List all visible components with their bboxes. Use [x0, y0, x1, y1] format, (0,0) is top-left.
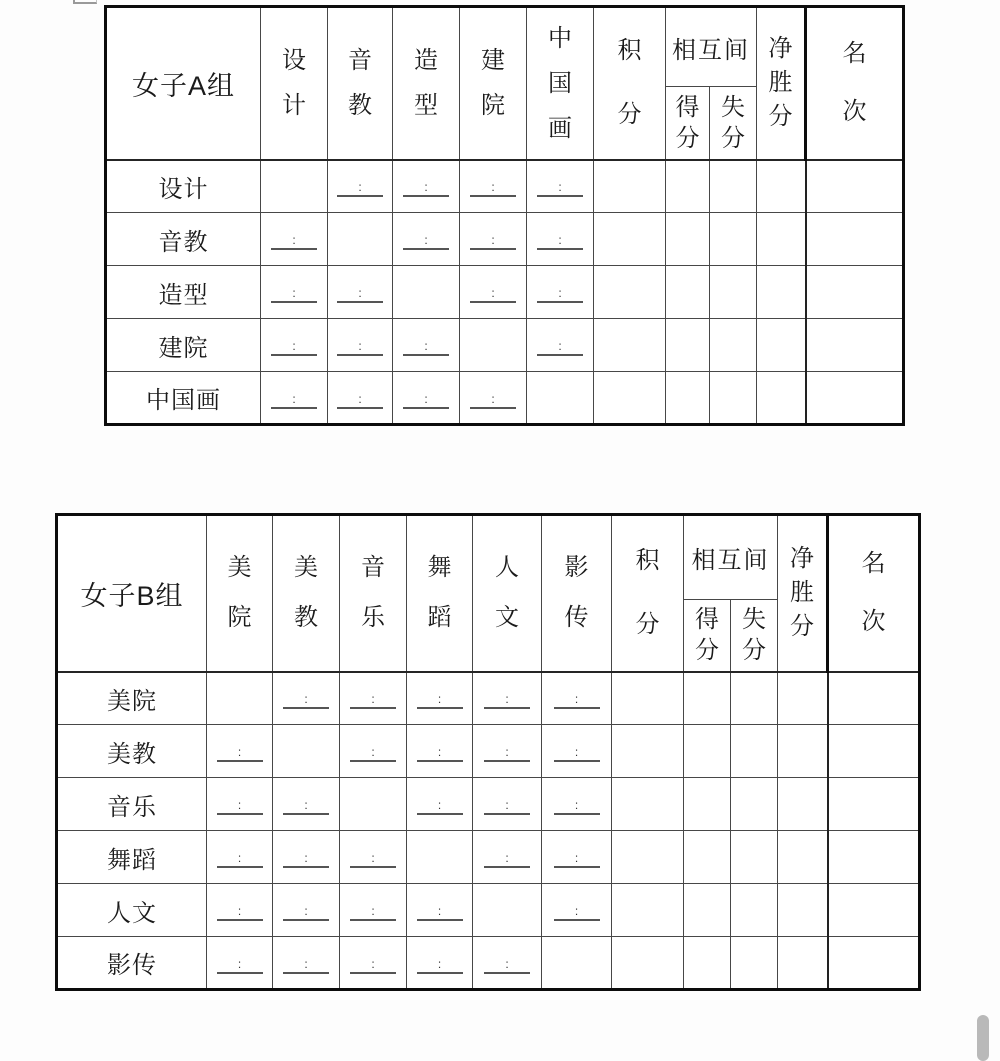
won-cell	[666, 319, 710, 372]
points-cell	[612, 778, 684, 831]
won-cell	[684, 672, 731, 725]
score-entry-mark: :	[537, 180, 583, 197]
won-cell	[666, 372, 710, 425]
net-cell	[757, 372, 806, 425]
diagonal-blank-cell	[407, 831, 473, 884]
team-row-0	[57, 672, 920, 725]
team-row-2	[57, 778, 920, 831]
row-label-team-1: 音教	[106, 213, 261, 266]
vertical-text: 中 国 画	[548, 24, 572, 142]
rank-cell	[806, 160, 904, 213]
score-entry-mark: :	[350, 692, 396, 709]
vertical-text: 舞 蹈	[427, 554, 452, 632]
score-entry-cell	[393, 213, 460, 266]
score-entry-cell	[527, 213, 594, 266]
lost-cell	[731, 778, 778, 831]
net-cell	[757, 213, 806, 266]
score-entry-mark: :	[484, 798, 530, 815]
score-entry-mark: :	[554, 851, 600, 868]
score-entry-cell	[542, 725, 612, 778]
score-entry-mark: :	[484, 745, 530, 762]
col-header-team-4	[527, 7, 594, 160]
row-label-team-5: 影传	[57, 937, 207, 990]
col-header-net	[778, 515, 828, 672]
score-entry-mark: :	[337, 392, 383, 409]
net-cell	[778, 672, 828, 725]
score-entry-cell	[542, 831, 612, 884]
diagonal-blank-cell	[328, 213, 393, 266]
diagonal-blank-cell	[273, 725, 340, 778]
score-entry-cell	[328, 266, 393, 319]
score-entry-cell	[328, 160, 393, 213]
score-entry-mark: :	[217, 904, 263, 921]
score-entry-cell	[542, 672, 612, 725]
net-cell	[778, 831, 828, 884]
net-cell	[757, 266, 806, 319]
team-row-0	[106, 160, 904, 213]
col-header-team-2	[340, 515, 407, 672]
points-cell	[612, 725, 684, 778]
score-entry-mark: :	[537, 286, 583, 303]
score-entry-cell	[473, 831, 542, 884]
points-cell	[594, 372, 666, 425]
score-entry-cell	[328, 372, 393, 425]
col-header-mutual: 相互间	[666, 7, 757, 87]
col-header-lost	[710, 87, 757, 160]
score-entry-cell	[207, 937, 273, 990]
net-cell	[778, 937, 828, 990]
vertical-text: 失 分	[721, 93, 745, 152]
lost-cell	[710, 213, 757, 266]
score-entry-cell	[527, 319, 594, 372]
score-entry-mark: :	[283, 851, 329, 868]
score-entry-mark: :	[350, 904, 396, 921]
score-entry-cell	[261, 319, 328, 372]
score-entry-cell	[407, 778, 473, 831]
diagonal-blank-cell	[207, 672, 273, 725]
col-header-points	[612, 515, 684, 672]
vertical-text: 音 教	[348, 47, 372, 120]
rank-cell	[828, 831, 920, 884]
score-entry-cell	[261, 213, 328, 266]
score-entry-cell	[207, 831, 273, 884]
vertical-text: 净 胜 分	[768, 35, 793, 131]
vertical-text: 造 型	[414, 47, 438, 120]
row-label-team-2: 造型	[106, 266, 261, 319]
score-entry-cell	[407, 725, 473, 778]
score-entry-cell	[273, 778, 340, 831]
won-cell	[684, 831, 731, 884]
score-entry-mark: :	[217, 851, 263, 868]
points-cell	[594, 160, 666, 213]
vertical-text: 积 分	[635, 547, 660, 639]
net-cell	[778, 725, 828, 778]
won-cell	[666, 213, 710, 266]
team-row-5	[57, 937, 920, 990]
lost-cell	[731, 884, 778, 937]
score-entry-cell	[328, 319, 393, 372]
score-entry-mark: :	[403, 339, 449, 356]
cropped-table-edge	[73, 0, 97, 4]
score-entry-cell	[273, 831, 340, 884]
score-entry-cell	[473, 937, 542, 990]
col-header-team-4	[473, 515, 542, 672]
col-header-team-3	[460, 7, 527, 160]
vertical-text: 设 计	[282, 47, 306, 120]
won-cell	[666, 160, 710, 213]
rank-cell	[806, 319, 904, 372]
vertical-text: 建 院	[481, 47, 505, 120]
score-entry-cell	[527, 266, 594, 319]
row-label-team-0: 美院	[57, 672, 207, 725]
points-cell	[594, 213, 666, 266]
team-row-4	[106, 372, 904, 425]
score-entry-mark: :	[403, 392, 449, 409]
score-entry-mark: :	[271, 286, 317, 303]
team-row-1	[57, 725, 920, 778]
score-entry-mark: :	[217, 957, 263, 974]
table-title: 女子B组	[57, 515, 207, 672]
score-entry-cell	[393, 160, 460, 213]
won-cell	[684, 725, 731, 778]
score-entry-cell	[407, 937, 473, 990]
score-entry-cell	[407, 884, 473, 937]
score-entry-cell	[460, 160, 527, 213]
score-entry-mark: :	[350, 745, 396, 762]
score-entry-cell	[473, 672, 542, 725]
score-entry-cell	[207, 778, 273, 831]
col-header-team-1	[273, 515, 340, 672]
score-entry-cell	[393, 319, 460, 372]
score-entry-mark: :	[337, 286, 383, 303]
points-cell	[612, 884, 684, 937]
score-entry-cell	[542, 778, 612, 831]
rank-cell	[828, 884, 920, 937]
lost-cell	[731, 831, 778, 884]
won-cell	[684, 937, 731, 990]
score-entry-mark: :	[337, 180, 383, 197]
score-entry-mark: :	[283, 904, 329, 921]
row-label-team-2: 音乐	[57, 778, 207, 831]
rank-cell	[806, 372, 904, 425]
score-entry-mark: :	[350, 957, 396, 974]
vertical-text: 美 教	[294, 554, 318, 632]
net-cell	[757, 160, 806, 213]
points-cell	[594, 319, 666, 372]
points-cell	[612, 672, 684, 725]
row-label-team-0: 设计	[106, 160, 261, 213]
vertical-text: 人 文	[495, 554, 519, 632]
score-entry-mark: :	[537, 339, 583, 356]
vertical-text: 得 分	[695, 606, 719, 665]
diagonal-blank-cell	[473, 884, 542, 937]
score-entry-cell	[407, 672, 473, 725]
col-header-net	[757, 7, 806, 160]
diagonal-blank-cell	[542, 937, 612, 990]
rank-cell	[828, 725, 920, 778]
table-body	[106, 160, 904, 425]
team-row-4	[57, 884, 920, 937]
score-entry-cell	[340, 672, 407, 725]
col-header-won	[684, 600, 731, 672]
score-entry-mark: :	[217, 745, 263, 762]
team-row-3	[106, 319, 904, 372]
score-entry-mark: :	[554, 798, 600, 815]
row-label-team-4: 人文	[57, 884, 207, 937]
lost-cell	[710, 319, 757, 372]
score-entry-cell	[340, 725, 407, 778]
score-entry-cell	[542, 884, 612, 937]
women-group-b-table	[55, 513, 921, 991]
score-entry-cell	[273, 672, 340, 725]
table-body	[57, 672, 920, 990]
score-entry-mark: :	[403, 180, 449, 197]
score-entry-mark: :	[283, 692, 329, 709]
col-header-team-0	[261, 7, 328, 160]
rank-cell	[828, 778, 920, 831]
rank-cell	[806, 213, 904, 266]
score-entry-cell	[261, 266, 328, 319]
score-entry-mark: :	[554, 904, 600, 921]
score-entry-mark: :	[537, 233, 583, 250]
diagonal-blank-cell	[460, 319, 527, 372]
score-entry-mark: :	[337, 339, 383, 356]
table-header	[106, 7, 904, 160]
score-entry-mark: :	[470, 286, 516, 303]
team-row-1	[106, 213, 904, 266]
col-header-points	[594, 7, 666, 160]
score-entry-mark: :	[350, 851, 396, 868]
score-entry-mark: :	[283, 798, 329, 815]
score-entry-mark: :	[403, 233, 449, 250]
col-header-team-0	[207, 515, 273, 672]
score-entry-mark: :	[271, 233, 317, 250]
score-entry-cell	[273, 937, 340, 990]
won-cell	[666, 266, 710, 319]
score-entry-mark: :	[554, 745, 600, 762]
diagonal-blank-cell	[527, 372, 594, 425]
score-entry-cell	[460, 266, 527, 319]
score-entry-mark: :	[271, 392, 317, 409]
women-group-a-table	[104, 5, 905, 426]
rank-cell	[828, 672, 920, 725]
col-header-mutual: 相互间	[684, 515, 778, 600]
net-cell	[778, 884, 828, 937]
points-cell	[612, 831, 684, 884]
row-label-team-4: 中国画	[106, 372, 261, 425]
won-cell	[684, 884, 731, 937]
col-header-rank	[828, 515, 920, 672]
score-entry-cell	[340, 831, 407, 884]
lost-cell	[710, 266, 757, 319]
vertical-text: 净 胜 分	[790, 545, 814, 641]
vertical-text: 失 分	[742, 606, 766, 665]
vertical-text: 名 次	[861, 550, 886, 636]
row-label-team-1: 美教	[57, 725, 207, 778]
score-entry-cell	[460, 213, 527, 266]
row-label-team-3: 建院	[106, 319, 261, 372]
lost-cell	[710, 372, 757, 425]
lost-cell	[731, 725, 778, 778]
score-entry-cell	[207, 725, 273, 778]
score-entry-cell	[340, 884, 407, 937]
vertical-text: 积 分	[617, 37, 642, 129]
col-header-won	[666, 87, 710, 160]
score-entry-mark: :	[271, 339, 317, 356]
diagonal-blank-cell	[261, 160, 328, 213]
score-entry-mark: :	[484, 957, 530, 974]
lost-cell	[731, 672, 778, 725]
score-entry-mark: :	[484, 851, 530, 868]
diagonal-blank-cell	[340, 778, 407, 831]
vertical-text: 名 次	[842, 40, 867, 126]
score-entry-mark: :	[470, 233, 516, 250]
score-entry-cell	[527, 160, 594, 213]
vertical-text: 影 传	[564, 554, 589, 632]
col-header-team-5	[542, 515, 612, 672]
score-entry-mark: :	[417, 957, 463, 974]
lost-cell	[731, 937, 778, 990]
score-entry-cell	[393, 372, 460, 425]
score-entry-mark: :	[417, 798, 463, 815]
col-header-team-3	[407, 515, 473, 672]
score-entry-cell	[473, 725, 542, 778]
scrollbar-thumb[interactable]	[977, 1015, 989, 1061]
points-cell	[612, 937, 684, 990]
score-entry-mark: :	[217, 798, 263, 815]
score-entry-mark: :	[470, 180, 516, 197]
score-entry-cell	[207, 884, 273, 937]
col-header-lost	[731, 600, 778, 672]
table-title: 女子A组	[106, 7, 261, 160]
row-label-team-3: 舞蹈	[57, 831, 207, 884]
col-header-team-2	[393, 7, 460, 160]
net-cell	[778, 778, 828, 831]
col-header-team-1	[328, 7, 393, 160]
team-row-2	[106, 266, 904, 319]
lost-cell	[710, 160, 757, 213]
col-header-rank	[806, 7, 904, 160]
vertical-text: 音 乐	[361, 554, 385, 632]
score-entry-cell	[340, 937, 407, 990]
points-cell	[594, 266, 666, 319]
vertical-text: 得 分	[675, 93, 700, 152]
score-entry-mark: :	[417, 745, 463, 762]
net-cell	[757, 319, 806, 372]
diagonal-blank-cell	[393, 266, 460, 319]
score-entry-cell	[261, 372, 328, 425]
score-entry-cell	[473, 778, 542, 831]
score-entry-mark: :	[417, 692, 463, 709]
table-header	[57, 515, 920, 672]
score-entry-mark: :	[484, 692, 530, 709]
score-entry-cell	[460, 372, 527, 425]
vertical-text: 美 院	[227, 554, 252, 632]
rank-cell	[806, 266, 904, 319]
score-entry-cell	[273, 884, 340, 937]
score-entry-mark: :	[283, 957, 329, 974]
won-cell	[684, 778, 731, 831]
rank-cell	[828, 937, 920, 990]
score-entry-mark: :	[554, 692, 600, 709]
score-entry-mark: :	[470, 392, 516, 409]
team-row-3	[57, 831, 920, 884]
score-entry-mark: :	[417, 904, 463, 921]
